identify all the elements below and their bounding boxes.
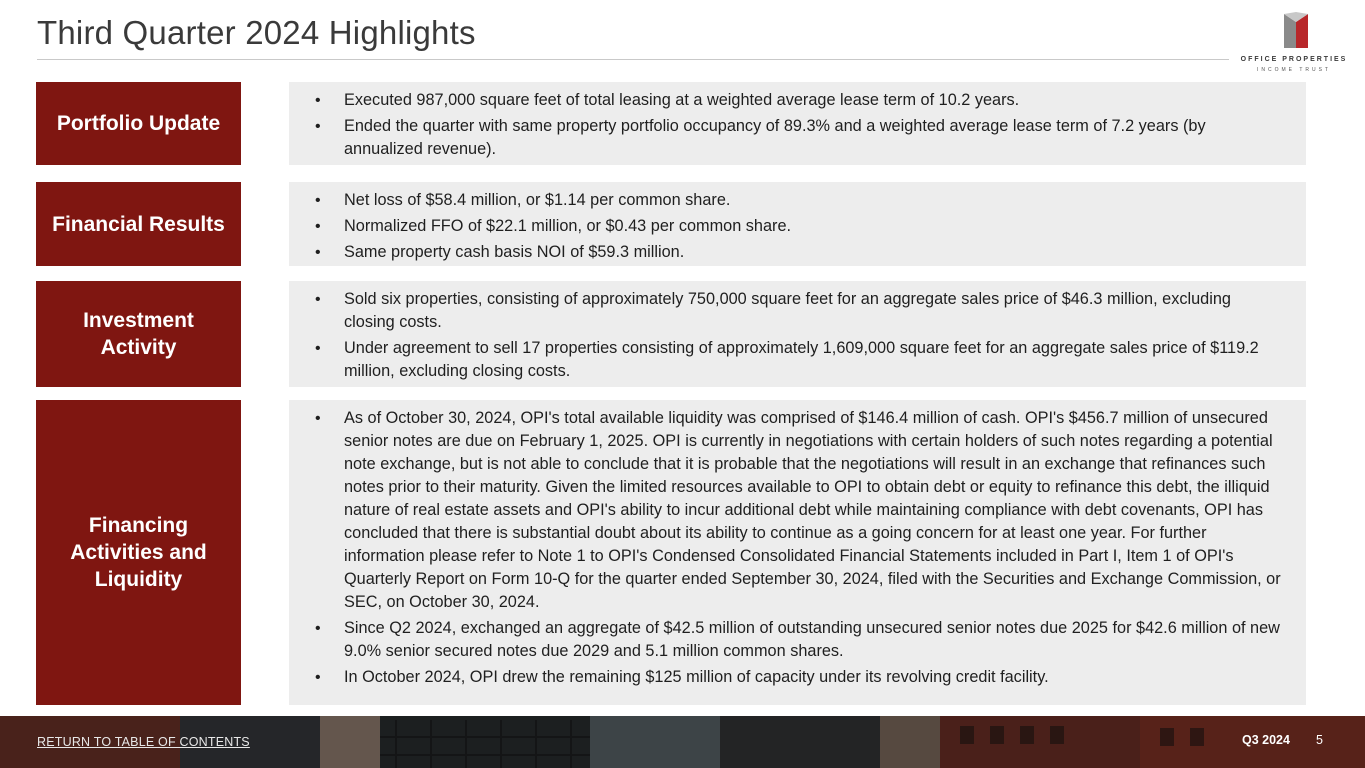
section-label-financial-results: Financial Results: [36, 182, 241, 266]
bullet-item: • Since Q2 2024, exchanged an aggregate of $42.5 million of outstanding unsecured senior notes due 2025 for $42.6 million of new 9.0% senior secured notes due 2029 and 5.1 million common shares.: [309, 617, 1286, 663]
section-label-portfolio-update: Portfolio Update: [36, 82, 241, 165]
section-label-financing-activities: Financing Activities and Liquidity: [36, 400, 241, 705]
bullet-item: • Executed 987,000 square feet of total leasing at a weighted average lease term of 10.2 years.: [309, 89, 1286, 112]
logo-subtitle: INCOME TRUST: [1257, 67, 1331, 73]
bullet-list: [309, 89, 1286, 161]
bullet-item: • In October 2024, OPI drew the remaining $125 million of capacity under its revolving credit facility.: [309, 666, 1286, 689]
title-divider: [37, 59, 1229, 60]
bullet-item: • Net loss of $58.4 million, or $1.14 per common share.: [309, 189, 1286, 212]
bullet-item: • Same property cash basis NOI of $59.3 million.: [309, 241, 1286, 264]
footer-quarter-label: Q3 2024: [1242, 733, 1290, 747]
section-body-financial-results: [289, 182, 1306, 266]
page-title: Third Quarter 2024 Highlights: [37, 14, 476, 51]
section-body-portfolio-update: [289, 82, 1306, 165]
section-body-financing-activities: [289, 400, 1306, 705]
company-logo: [1236, 12, 1352, 78]
page-number: 5: [1316, 733, 1323, 747]
bullet-list: [309, 407, 1286, 689]
bullet-item: • Under agreement to sell 17 properties consisting of approximately 1,609,000 square feet for an aggregate sales price of $119.2 million, excluding closing costs.: [309, 337, 1286, 383]
bullet-list: [309, 189, 1286, 264]
bullet-item: • As of October 30, 2024, OPI's total available liquidity was comprised of $146.4 million of cash. OPI's $456.7 million of unsecured senior notes are due on February 1, 2025. OPI is currently in negotiations with certain holders of such notes regarding a potential note exchange, but is not able to conclude that it is probable that the negotiations will result in an exchange that refinances such notes prior to their maturity. Given the limited resources available to OPI to obtain debt or equity to refinance this debt, the illiquid nature of real estate assets and OPI's ability to incur additional debt while maintaining compliance with debt covenants, OPI has concluded that there is substantial doubt about its ability to continue as a going concern for at least one year. For further information please refer to Note 1 to OPI's Condensed Consolidated Financial Statements included in Part I, Item 1 of OPI's Quarterly Report on Form 10-Q for the quarter ended September 30, 2024, filed with the Securities and Exchange Commission, or SEC, on October 30, 2024.: [309, 407, 1286, 614]
bullet-list: [309, 288, 1286, 383]
section-body-investment-activity: [289, 281, 1306, 387]
logo-name: OFFICE PROPERTIES: [1240, 56, 1348, 63]
bullet-item: • Sold six properties, consisting of approximately 750,000 square feet for an aggregate sales price of $46.3 million, excluding closing costs.: [309, 288, 1286, 334]
building-logo-icon: [1284, 12, 1308, 48]
section-label-investment-activity: Investment Activity: [36, 281, 241, 387]
bullet-item: • Normalized FFO of $22.1 million, or $0.43 per common share.: [309, 215, 1286, 238]
bullet-item: • Ended the quarter with same property portfolio occupancy of 89.3% and a weighted average lease term of 7.2 years (by annualized revenue).: [309, 115, 1286, 161]
return-to-toc-link[interactable]: RETURN TO TABLE OF CONTENTS: [37, 735, 250, 749]
